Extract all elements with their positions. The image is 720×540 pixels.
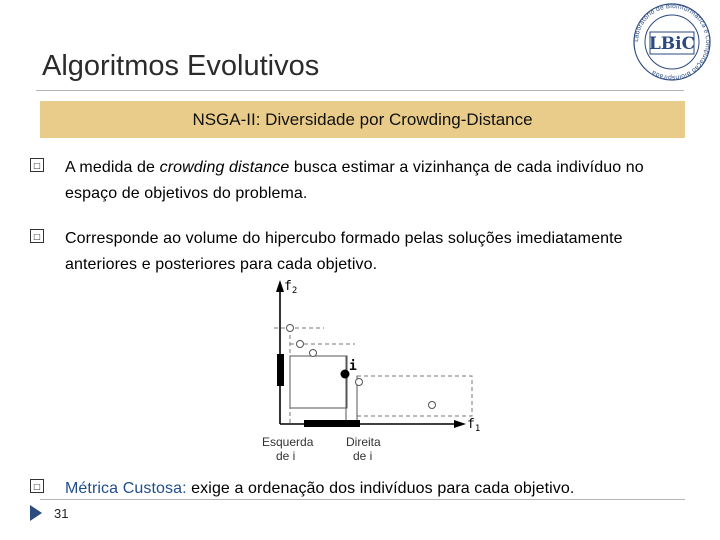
square-bullet-icon: □ (30, 229, 44, 243)
title-divider (36, 90, 684, 91)
footer-arrow-icon (30, 505, 42, 521)
x-axis-arrow-icon (454, 420, 466, 428)
right-neighbor-label-2: de i (353, 449, 373, 463)
bottom-thick-mark (304, 420, 360, 427)
bullet-text: Métrica Custosa: exige a ordenação dos indivíduos para cada objetivo. (65, 480, 575, 497)
costly-metric-label: Métrica Custosa: (65, 480, 187, 497)
crowding-distance-diagram (260, 272, 500, 472)
left-thick-mark (277, 354, 284, 386)
left-neighbor-label: Esquerda (262, 435, 314, 449)
axis-x-label: $f_1$ (467, 417, 481, 434)
logo-name: LBiC (648, 34, 696, 54)
bullet-text: A medida de crowding distance busca estimar a vizinhança de cada indivíduo no espaço de objetivos do problema. (65, 159, 644, 202)
point-label: i (349, 359, 357, 374)
lbic-logo (630, 2, 714, 82)
left-neighbor-label-2: de i (276, 449, 296, 463)
bullet-text: Corresponde ao volume do hipercubo formado pelas soluções imediatamente anteriores e posteriores para cada objetivo. (65, 230, 623, 273)
page-number: 31 (54, 506, 69, 521)
square-bullet-icon: □ (30, 479, 44, 493)
axis-y-label: $f_2$ (284, 279, 298, 296)
logo-ring-text: Laboratório de Bioinformática e Computação Bioinspirada (632, 2, 712, 82)
slide-subtitle: NSGA-II: Diversidade por Crowding-Distance (192, 110, 533, 129)
subtitle-band (40, 101, 685, 138)
crowding-cuboid (290, 356, 347, 408)
emphasis-crowding-distance: crowding distance (159, 159, 290, 176)
slide-title: Algoritmos Evolutivos (42, 50, 320, 82)
footer-divider (40, 499, 685, 500)
y-axis-arrow-icon (276, 280, 284, 292)
right-neighbor-label: Direita (346, 435, 381, 449)
square-bullet-icon: □ (30, 158, 44, 172)
